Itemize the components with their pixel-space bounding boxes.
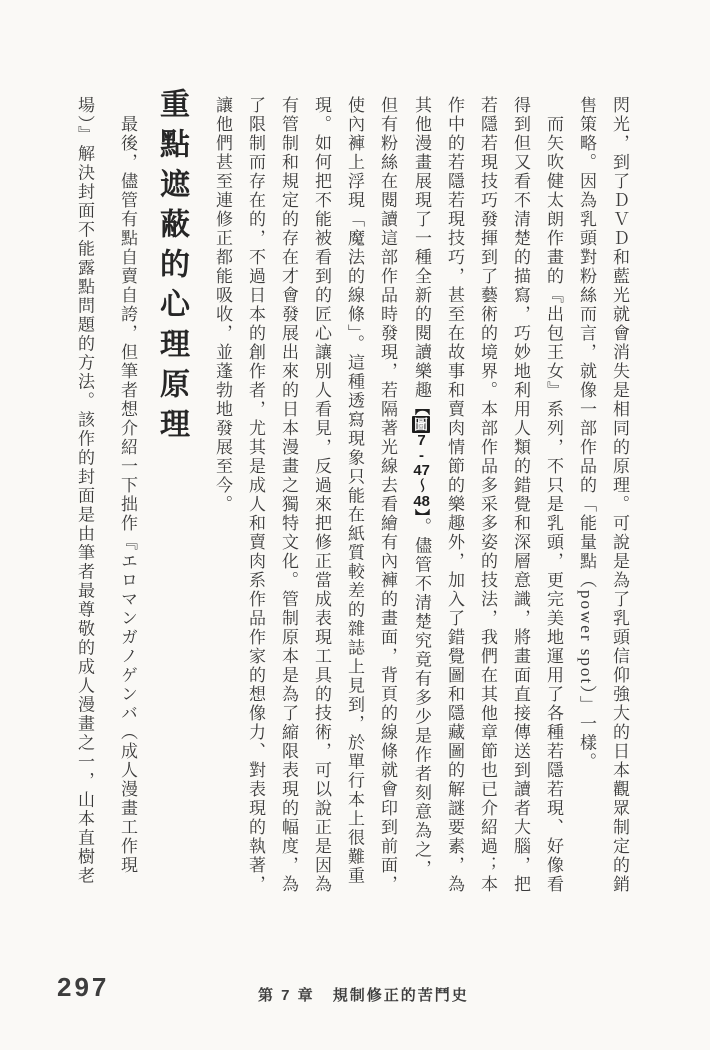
figure-bracket-open: 【 (413, 400, 430, 416)
figure-label-box: 圖 (413, 417, 429, 432)
running-footer (258, 984, 469, 1005)
figure-number-end: 48 (413, 494, 430, 509)
body-text-block (206, 96, 636, 896)
figure-number-tilde: 〜 (413, 478, 430, 494)
section-heading: 重點遮蔽的心理原理 (155, 88, 188, 448)
figure-bracket-close: 】 (413, 509, 430, 518)
paragraph-continuation (570, 96, 636, 896)
chapter-label: 第 7 章 (258, 987, 315, 1004)
figure-number-dash: - (419, 448, 424, 463)
figure-reference (413, 400, 430, 518)
figure-number-start: 47 (413, 463, 430, 478)
paragraph-closing (63, 96, 149, 896)
paragraph-text: 最後，儘管有點自賣自誇，但筆者想介紹一下拙作『エロマンガノゲンバ（成人漫畫工作現場）』解決封面不能露點問題的方法。該作的封面是由筆者最尊敬的成人漫畫之一，山本直樹老 (75, 96, 137, 886)
page-number: 297 (57, 972, 110, 1002)
paragraph-text: 而矢吹健太朗作畫的『出包王女』系列，不只是乳頭，更完美地運用了各種若隱若現、好像看得到但又看不清楚的描寫，巧妙地利用人類的錯覺和深層意識，將畫面直接傳送到讀者大腦，把若隱若現技巧發揮到了藝術的境界。本部作品多采多姿的技法，我們在其他章節也已介紹過；本作中的若隱若現技巧，甚至在故事和賣肉情節的樂趣外，加入了錯覺圖和隱藏圖的解謎要素，為其他漫畫展現了一種全新的閱讀樂趣 (412, 96, 563, 894)
closing-text-block (63, 96, 149, 896)
chapter-title: 規制修正的苦鬥史 (332, 987, 469, 1004)
paragraph-text: 閃光，到了ＤＶＤ和藍光就會消失是相同的原理。可說是為了乳頭信仰強大的日本觀眾制定的銷售策略。因為乳頭對粉絲而言，就像一部作品的「能量點（power spot）」一樣。 (577, 96, 629, 894)
paragraph-main (206, 96, 570, 896)
paragraph-text: 。儘管不清楚究竟有多少是作者刻意為之，但有粉絲在閱讀這部作品時發現，若隔著光線去看繪有內褲的畫面，背頁的線條就會印到前面，使內褲上浮現「魔法的線條」。這種透寫現象只能在紙質較差的雜誌上見到，於單行本上很難重現。如何把不能被看到的匠心讓別人看見，反過來把修正當成表現工具的技術，可以說正是因為有管制和規定的存在才會發展出來的日本漫畫之獨特文化。管制原本是為了縮限表現的幅度，為了限制而存在的，不過日本的創作者，尤其是成人和賣肉系作品作家的想像力、對表現的執著，讓他們甚至連修正都能吸收，並蓬勃地發展至今。 (213, 96, 431, 894)
figure-number-chapter: 7 (417, 433, 426, 448)
